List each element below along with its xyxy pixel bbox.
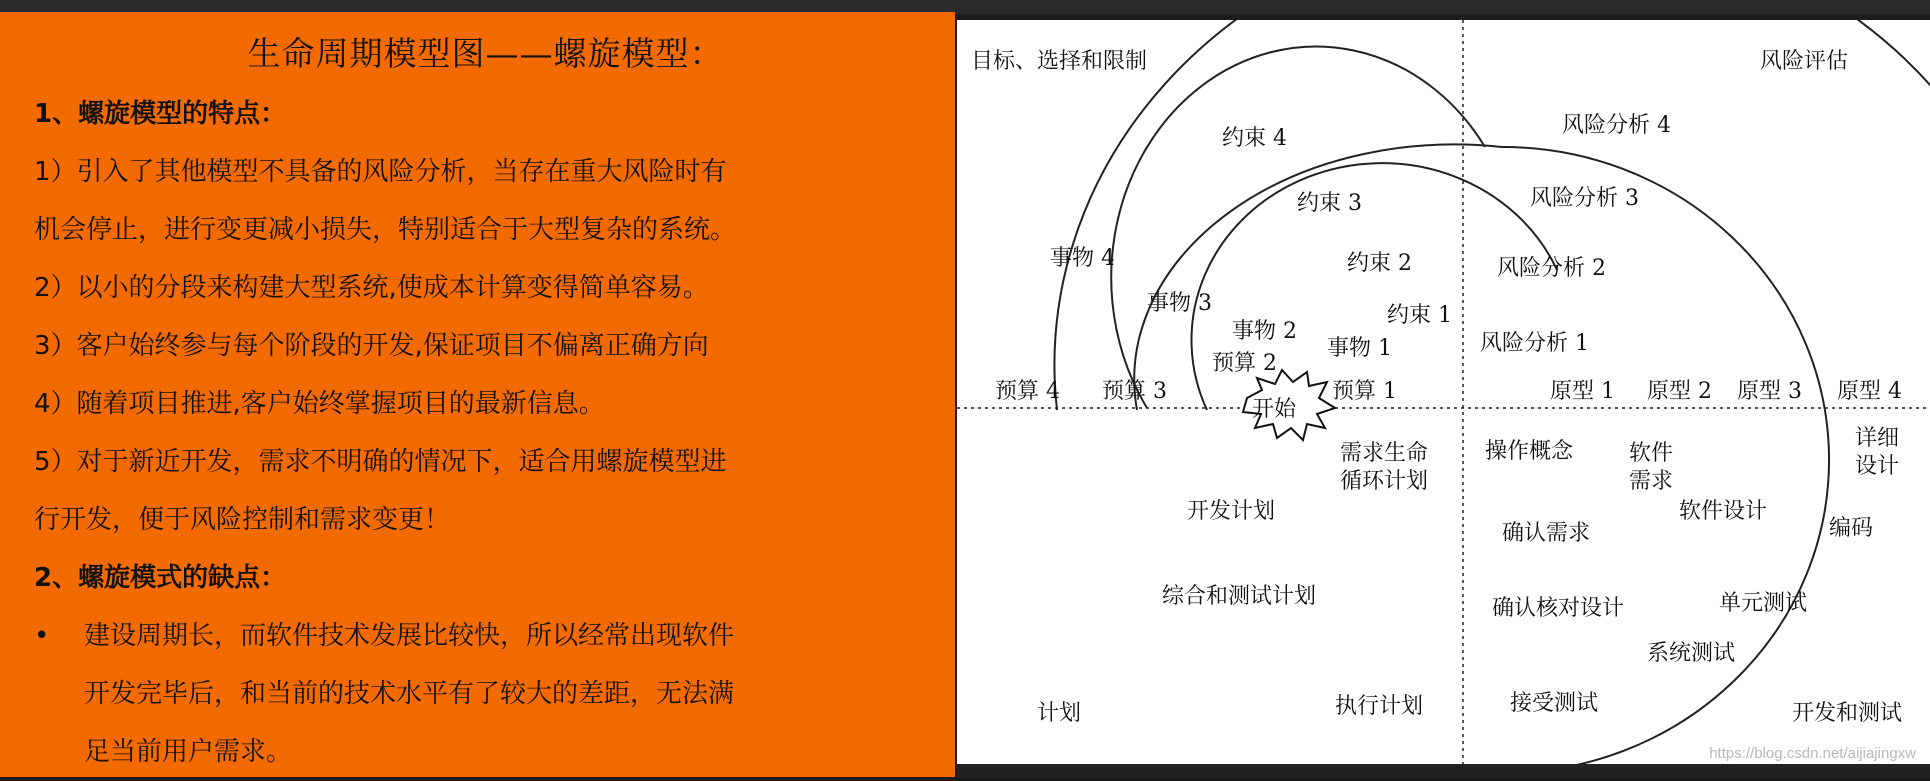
label-detail-design-line1: 详细 — [1855, 426, 1900, 451]
slide-title: 生命周期模型图——螺旋模型： — [247, 34, 724, 73]
section-heading-disadvantages: 2、螺旋模式的缺点： — [34, 563, 287, 593]
label-constraint-3: 约束 3 — [1297, 191, 1362, 216]
label-prototype-2: 原型 2 — [1647, 379, 1712, 404]
label-constraint-1: 约束 1 — [1387, 303, 1452, 328]
bullet-item — [34, 607, 937, 781]
bullet-line: 足当前用户需求。 — [84, 737, 293, 767]
label-execution-plan: 执行计划 — [1335, 694, 1424, 719]
label-development-plan: 开发计划 — [1187, 499, 1276, 524]
label-alternative-4: 事物 4 — [1050, 246, 1115, 271]
bullet-line: 开发完毕后，和当前的技术水平有了较大的差距，无法满 — [84, 679, 735, 709]
label-requirements-plan-line1: 需求生命 — [1340, 441, 1429, 466]
label-operation-concept: 操作概念 — [1485, 439, 1574, 464]
label-budget-1: 预算 1 — [1332, 379, 1397, 404]
quadrant-title-planning: 计划 — [1037, 701, 1082, 726]
label-integration-test-plan: 综合和测试计划 — [1162, 584, 1317, 609]
label-constraint-2: 约束 2 — [1347, 251, 1412, 276]
text-line: 5）对于新近开发，需求不明确的情况下，适合用螺旋模型进 — [34, 447, 727, 477]
quadrant-title-risk-assessment: 风险评估 — [1760, 49, 1849, 74]
text-line: 行开发，便于风险控制和需求变更！ — [34, 505, 451, 535]
spiral-turn-3 — [1111, 47, 1485, 408]
label-acceptance-test: 接受测试 — [1510, 691, 1599, 716]
text-line: 2）以小的分段来构建大型系统,使成本计算变得简单容易。 — [34, 273, 709, 303]
watermark: https://blog.csdn.net/aijiajingxw — [1709, 745, 1916, 762]
label-budget-3: 预算 3 — [1102, 379, 1167, 404]
label-software-design: 软件设计 — [1679, 499, 1768, 524]
label-detail-design-line2: 设计 — [1855, 454, 1900, 479]
label-validate-requirements: 确认需求 — [1502, 521, 1591, 546]
label-risk-analysis-2: 风险分析 2 — [1497, 256, 1606, 281]
label-risk-analysis-3: 风险分析 3 — [1530, 186, 1639, 211]
label-alternative-1: 事物 1 — [1327, 336, 1392, 361]
label-risk-analysis-4: 风险分析 4 — [1562, 113, 1671, 138]
label-requirements-plan-line2: 循环计划 — [1340, 469, 1429, 494]
label-alternative-3: 事物 3 — [1147, 291, 1212, 316]
label-unit-test: 单元测试 — [1719, 591, 1808, 616]
label-prototype-1: 原型 1 — [1550, 379, 1615, 404]
label-risk-analysis-1: 风险分析 1 — [1480, 331, 1589, 356]
text-line: 4）随着项目推进,客户始终掌握项目的最新信息。 — [34, 389, 605, 419]
quadrant-title-objectives: 目标、选择和限制 — [971, 49, 1148, 74]
label-prototype-4: 原型 4 — [1837, 379, 1902, 404]
text-panel — [0, 12, 955, 777]
spiral-model-diagram — [957, 20, 1930, 764]
quadrant-title-development: 开发和测试 — [1792, 701, 1903, 726]
text-line: 机会停止，进行变更减小损失，特别适合于大型复杂的系统。 — [34, 215, 737, 245]
label-start: 开始 — [1252, 397, 1297, 422]
label-coding: 编码 — [1829, 516, 1874, 541]
bottom-strip — [957, 764, 1930, 777]
label-budget-2: 预算 2 — [1212, 351, 1277, 376]
text-line: 3）客户始终参与每个阶段的开发,保证项目不偏离正确方向 — [34, 331, 709, 361]
label-software-requirements-line1: 软件 — [1629, 441, 1674, 466]
label-budget-4: 预算 4 — [995, 379, 1060, 404]
label-software-requirements-line2: 需求 — [1629, 469, 1674, 494]
label-verify-design: 确认核对设计 — [1492, 596, 1625, 621]
label-alternative-2: 事物 2 — [1232, 319, 1297, 344]
label-system-test: 系统测试 — [1647, 641, 1736, 666]
label-prototype-3: 原型 3 — [1737, 379, 1802, 404]
label-constraint-4: 约束 4 — [1222, 126, 1287, 151]
section-heading-advantages: 1、螺旋模型的特点： — [34, 99, 287, 129]
diagram-panel — [957, 20, 1930, 764]
bullet-dot-icon: • — [34, 621, 50, 651]
text-line: 1）引入了其他模型不具备的风险分析，当存在重大风险时有 — [34, 157, 727, 187]
bullet-line: 建设周期长，而软件技术发展比较快，所以经常出现软件 — [84, 621, 735, 651]
spiral-outer-turn — [1134, 144, 1829, 764]
